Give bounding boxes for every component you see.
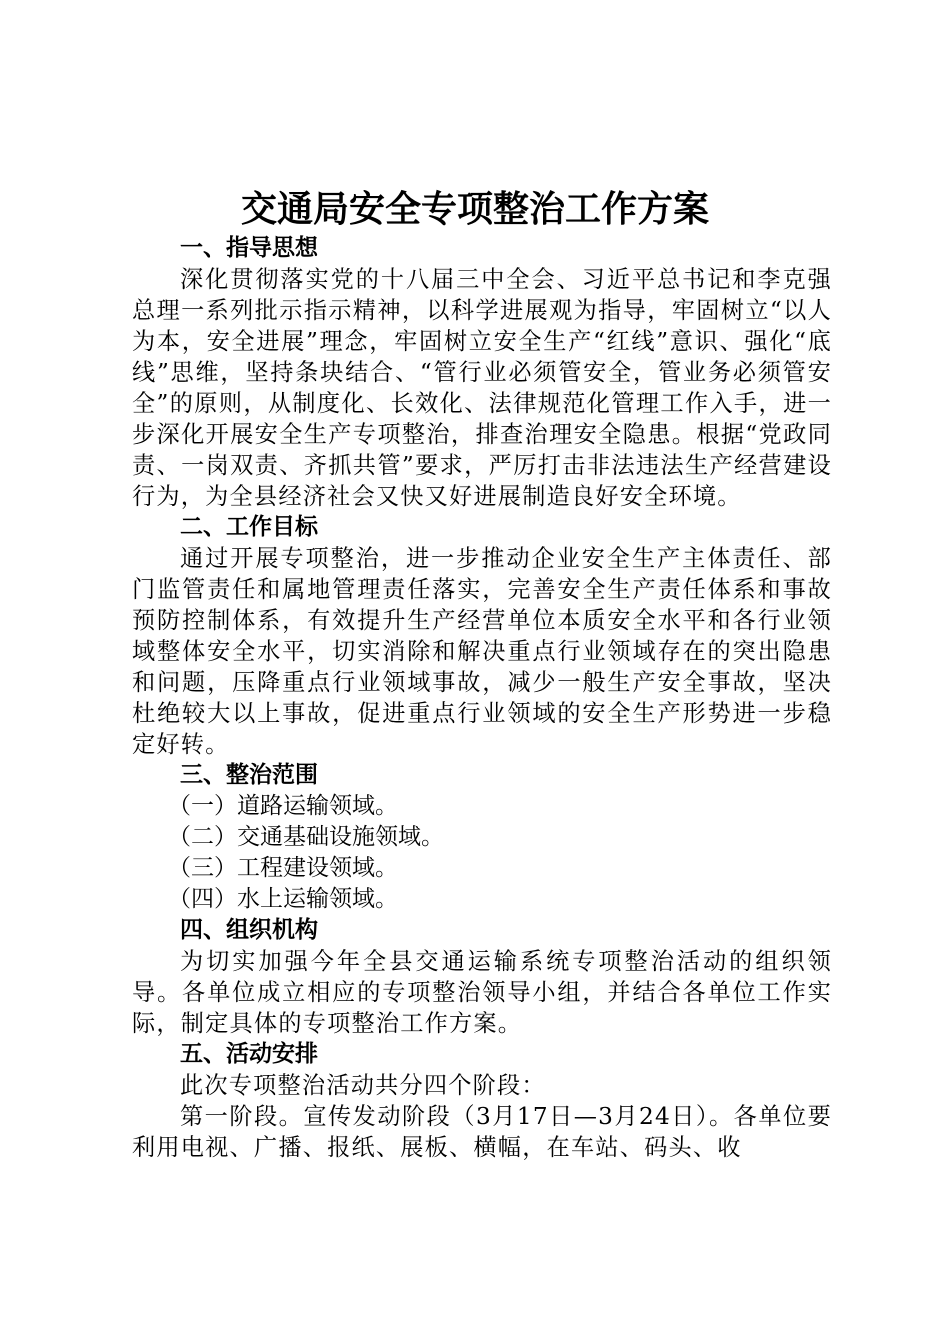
scope-item-infrastructure: （二）交通基础设施领域。: [168, 824, 444, 850]
activity-schedule-phase-one: 第一阶段。宣传发动阶段（3月17日—3月24日）。各单位要利用电视、广播、报纸、展板、横幅，在车站、码头、收: [132, 1103, 832, 1161]
scope-item-water-transport: （四）水上运输领域。: [168, 886, 398, 912]
section-heading-work-goals: 二、工作目标: [180, 514, 318, 540]
scope-item-construction: （三）工程建设领域。: [168, 855, 398, 881]
document-body: [132, 233, 832, 1163]
activity-schedule-intro: 此次专项整治活动共分四个阶段：: [180, 1072, 546, 1099]
scope-item-road-transport: （一）道路运输领域。: [168, 793, 398, 819]
section-heading-organization: 四、组织机构: [180, 917, 318, 943]
section-heading-guiding-ideology: 一、指导思想: [180, 235, 318, 261]
work-goals-paragraph: 通过开展专项整治，进一步推动企业安全生产主体责任、部门监管责任和属地管理责任落实，完善安全生产责任体系和事故预防控制体系，有效提升生产经营单位本质安全水平和各行业领域整体安全水平，切实消除和解决重点行业领域存在的突出隐患和问题，压降重点行业领域事故，减少一般生产安全事故，坚决杜绝较大以上事故，促进重点行业领域的安全生产形势进一步稳定好转。: [132, 545, 832, 758]
guiding-ideology-paragraph: 深化贯彻落实党的十八届三中全会、习近平总书记和李克强总理一系列批示指示精神，以科学进展观为指导，牢固树立“以人为本，安全进展”理念，牢固树立安全生产“红线”意识、强化“底线”思维，坚持条块结合、“管行业必须管安全，管业务必须管安全”的原则，从制度化、长效化、法律规范化管理工作入手，进一步深化开展安全生产专项整治，排查治理安全隐患。根据“党政同责、一岗双责、齐抓共管”要求，严厉打击非法违法生产经营建设行为，为全县经济社会又快又好进展制造良好安全环境。: [132, 266, 832, 510]
section-heading-activity-schedule: 五、活动安排: [180, 1041, 318, 1067]
organization-paragraph: 为切实加强今年全县交通运输系统专项整治活动的组织领导。各单位成立相应的专项整治领导小组，并结合各单位工作实际，制定具体的专项整治工作方案。: [132, 948, 832, 1037]
document-title: 交通局安全专项整治工作方案: [240, 189, 709, 230]
section-heading-scope: 三、整治范围: [180, 762, 318, 788]
